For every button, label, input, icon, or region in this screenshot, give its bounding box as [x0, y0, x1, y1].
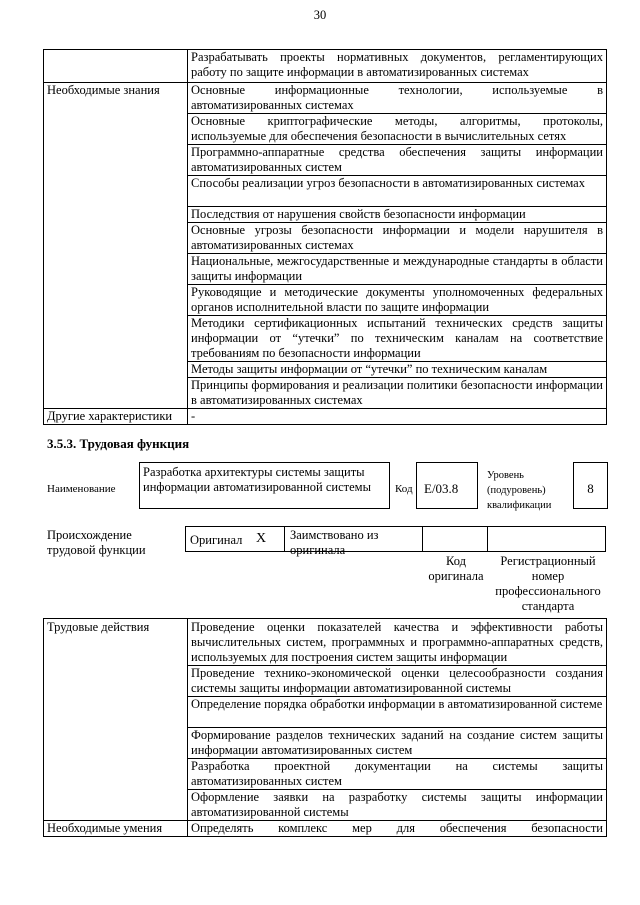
knowledge-table — [43, 49, 607, 425]
actions-table — [43, 618, 607, 837]
knowledge-item: Методы защиты информации от “утечки” по техническим каналам — [188, 362, 607, 378]
origin-label: Происхождение трудовой функции — [47, 528, 146, 557]
code-value: E/03.8 — [424, 481, 459, 496]
table-cell — [44, 50, 188, 83]
knowledge-item: Способы реализации угроз безопасности в автоматизированных системах — [188, 176, 607, 207]
knowledge-item: Последствия от нарушения свойств безопасности информации — [188, 207, 607, 223]
other-value: - — [188, 409, 607, 425]
skills-label: Необходимые умения — [44, 821, 188, 837]
level-label: Уровень (подуровень) квалификации — [487, 470, 552, 511]
table-row — [44, 821, 607, 837]
level-value: 8 — [587, 481, 594, 496]
knowledge-item: Основные информационные технологии, используемые в автоматизированных системах — [188, 83, 607, 114]
section-title: 3.5.3. Трудовая функция — [47, 436, 190, 451]
table-row — [44, 83, 607, 114]
table-row — [44, 409, 607, 425]
action-item: Проведение оценки показателей качества и эффективности работы вычислительных систем, программных и программно-аппаратных средств, используемых для построения систем защиты информации — [188, 619, 607, 666]
knowledge-item: Руководящие и методические документы уполномоченных федеральных органов исполнительной власти по защите информации — [188, 285, 607, 316]
reg-number-caption: Регистрационный номер профессионального стандарта — [495, 554, 601, 613]
code-original-caption: Код оригинала — [428, 554, 484, 583]
original-label: Оригинал — [190, 533, 243, 547]
knowledge-item: Основные угрозы безопасности информации и модели нарушителя в автоматизированных системах — [188, 223, 607, 254]
knowledge-item: Методики сертификационных испытаний технических средств защиты информации от “утечки” по техническим каналам на соответствие требованиям по безопасности информации — [188, 316, 607, 362]
origin-divider-3 — [487, 526, 488, 552]
name-label: Наименование — [47, 483, 116, 495]
knowledge-item: Принципы формирования и реализации политики безопасности информации в автоматизированных системах — [188, 378, 607, 409]
actions-label: Трудовые действия — [44, 619, 188, 821]
knowledge-item: Национальные, межгосударственные и международные стандарты в области защиты информации — [188, 254, 607, 285]
table-row — [44, 50, 607, 83]
knowledge-item: Основные криптографические методы, алгоритмы, протоколы, используемые для обеспечения безопасности в вычислительных сетях — [188, 114, 607, 145]
action-item: Разработка проектной документации на системы защиты автоматизированных систем — [188, 759, 607, 790]
action-item: Определение порядка обработки информации в автоматизированной системе — [188, 697, 607, 728]
origin-divider-1 — [284, 526, 285, 552]
original-mark: X — [256, 531, 267, 546]
action-item: Оформление заявки на разработку системы защиты информации автоматизированной системы — [188, 790, 607, 821]
other-label: Другие характеристики — [44, 409, 188, 425]
skill-item: Разрабатывать проекты нормативных документов, регламентирующих работу по защите информации в автоматизированных системах — [188, 50, 607, 83]
code-label: Код — [395, 483, 413, 495]
action-item: Формирование разделов технических заданий на создание систем защиты информации автоматизированных систем — [188, 728, 607, 759]
origin-divider-2 — [422, 526, 423, 552]
table-row — [44, 619, 607, 666]
knowledge-item: Программно-аппаратные средства обеспечения защиты информации автоматизированных систем — [188, 145, 607, 176]
action-item: Проведение технико-экономической оценки целесообразности создания системы защиты информации автоматизированной системы — [188, 666, 607, 697]
knowledge-label: Необходимые знания — [44, 83, 188, 409]
borrowed-label: Заимствовано из оригинала — [290, 528, 379, 557]
page-number: 30 — [313, 8, 327, 22]
name-value: Разработка архитектуры системы защиты информации автоматизированной системы — [143, 465, 371, 494]
skill-item: Определять комплекс мер для обеспечения безопасности — [188, 821, 607, 837]
